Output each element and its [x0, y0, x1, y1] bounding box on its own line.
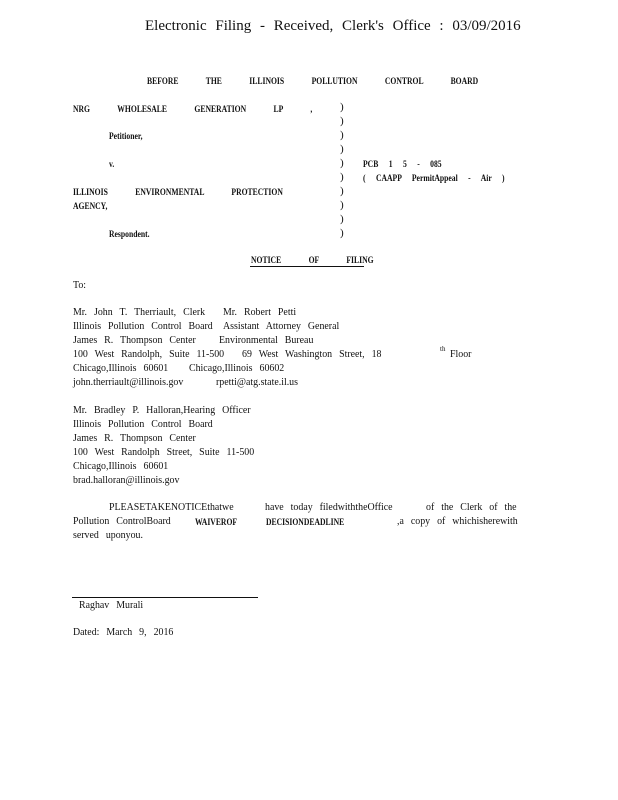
- hearing-officer-org: Illinois Pollution Control Board: [73, 418, 213, 430]
- floor-ordinal: th: [440, 345, 446, 353]
- hearing-officer-name: Mr. Bradley P. Halloran,Hearing Officer: [73, 404, 251, 416]
- signatory-name: Raghav Murali: [79, 599, 144, 611]
- document-title: DECISIONDEADLINE: [266, 517, 345, 527]
- respondent-label: Respondent.: [109, 229, 150, 239]
- caption-paren: ): [340, 115, 344, 127]
- signature-line: [72, 597, 258, 598]
- recipient-ag-bureau: Environmental Bureau: [219, 334, 314, 346]
- recipient-clerk-city: Chicago,Illinois 60601: [73, 362, 169, 374]
- respondent-name-cont: AGENCY,: [73, 201, 108, 211]
- caption-paren: ): [340, 199, 344, 211]
- body-text: of the Clerk of the: [426, 501, 517, 513]
- recipient-clerk-org: Illinois Pollution Control Board: [73, 320, 213, 332]
- recipient-ag-title: Assistant Attorney General: [223, 320, 340, 332]
- body-text: ,a copy of whichisherewith: [397, 515, 518, 527]
- recipient-ag-email[interactable]: rpetti@atg.state.il.us: [216, 376, 298, 388]
- recipient-ag-name: Mr. Robert Petti: [223, 306, 297, 318]
- recipient-clerk-street: 100 West Randolph, Suite 11-500: [73, 348, 225, 360]
- petitioner-name: NRG WHOLESALE GENERATION LP ,: [73, 104, 313, 114]
- hearing-officer-building: James R. Thompson Center: [73, 432, 196, 444]
- body-text: PLEASETAKENOTICEthatwe: [109, 501, 234, 513]
- case-type: ( CAAPP PermitAppeal - Air ): [363, 173, 505, 183]
- caption-paren: ): [340, 171, 344, 183]
- caption-paren: ): [340, 157, 344, 169]
- notice-title: NOTICE OF FILING: [251, 255, 374, 265]
- caption-paren: ): [340, 143, 344, 155]
- board-heading: BEFORE THE ILLINOIS POLLUTION CONTROL BOARD: [147, 76, 479, 86]
- notice-title-underline: [250, 266, 364, 267]
- recipient-clerk-email[interactable]: john.therriault@illinois.gov: [73, 376, 184, 388]
- versus-label: v.: [109, 159, 115, 169]
- recipient-clerk-name: Mr. John T. Therriault, Clerk: [73, 306, 206, 318]
- body-text: have today filedwiththeOffice: [265, 501, 393, 513]
- recipient-ag-city: Chicago,Illinois 60602: [189, 362, 285, 374]
- recipient-ag-street: 69 West Washington Street, 18: [242, 348, 382, 360]
- body-text: served uponyou.: [73, 529, 143, 541]
- filing-header: Electronic Filing - Received, Clerk's Office : 03/09/2016: [145, 18, 521, 34]
- respondent-name: ILLINOIS ENVIRONMENTAL PROTECTION: [73, 187, 283, 197]
- recipient-clerk-building: James R. Thompson Center: [73, 334, 196, 346]
- body-text: Pollution ControlBoard: [73, 515, 171, 527]
- hearing-officer-city: Chicago,Illinois 60601: [73, 460, 169, 472]
- to-label: To:: [73, 279, 87, 291]
- petitioner-label: Petitioner,: [109, 131, 143, 141]
- dated-line: Dated: March 9, 2016: [73, 626, 174, 638]
- hearing-officer-street: 100 West Randolph Street, Suite 11-500: [73, 446, 255, 458]
- document-title: WAIVEROF: [195, 517, 238, 527]
- hearing-officer-email[interactable]: brad.halloran@illinois.gov: [73, 474, 180, 486]
- caption-paren: ): [340, 185, 344, 197]
- caption-paren: ): [340, 101, 344, 113]
- floor-label: Floor: [450, 348, 472, 360]
- case-number: PCB 1 5 - 085: [363, 159, 442, 169]
- caption-paren: ): [340, 213, 344, 225]
- caption-paren: ): [340, 227, 344, 239]
- caption-paren: ): [340, 129, 344, 141]
